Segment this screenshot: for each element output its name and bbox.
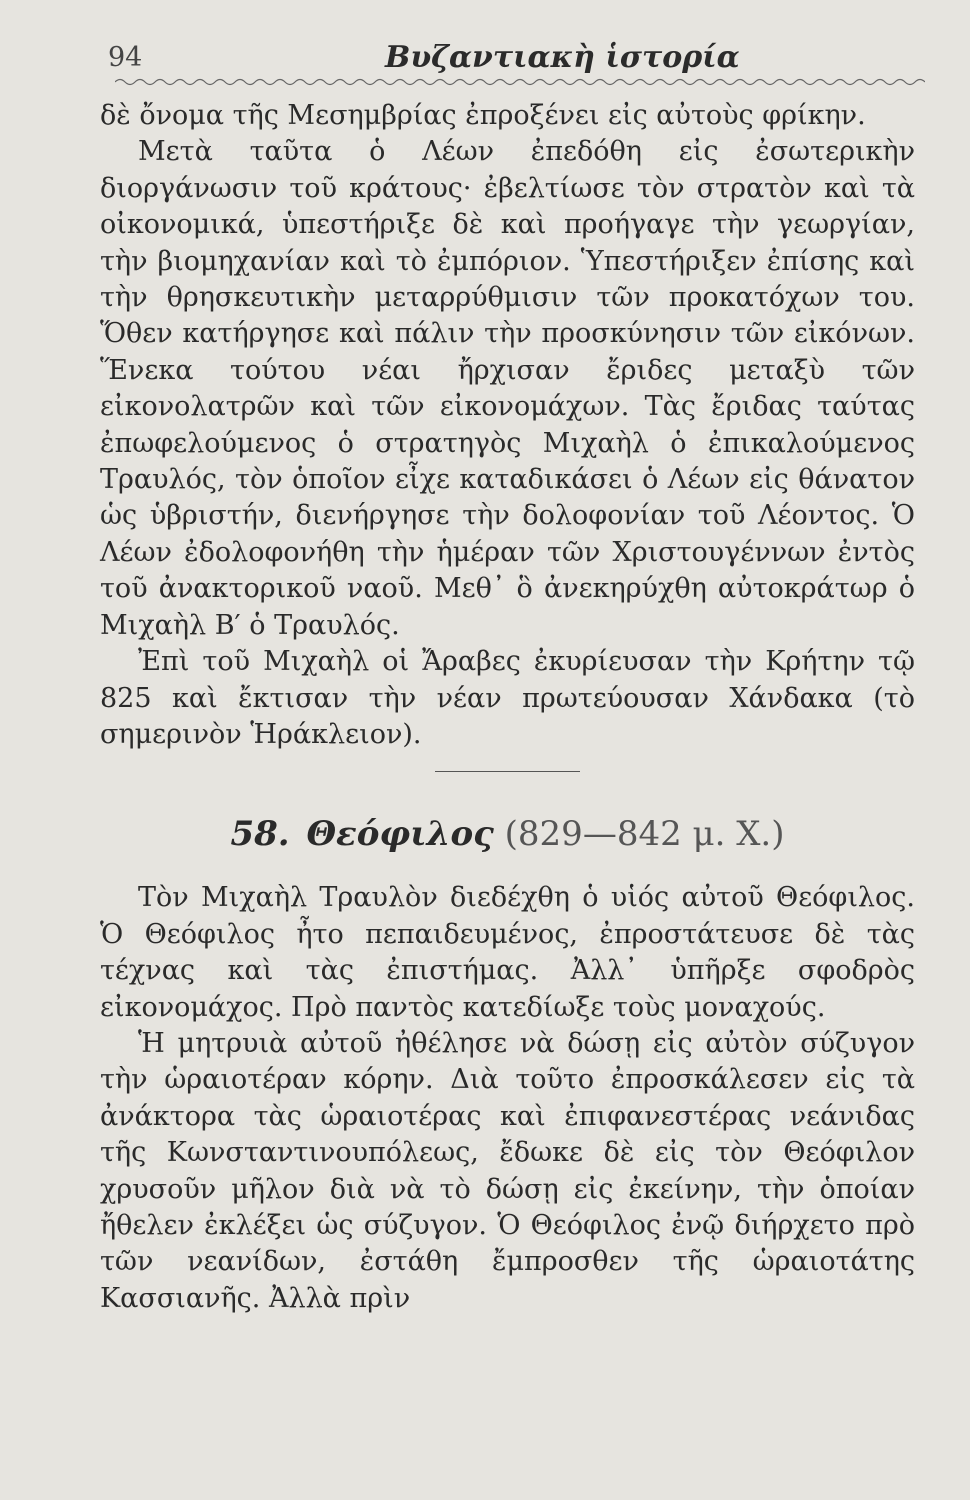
section-dates: (829—842 μ. Χ.) [504, 814, 785, 855]
paragraph-3: Ἐπὶ τοῦ Μιχαὴλ οἱ Ἄραβες ἐκυρίευσαν τὴν Κρήτην τῷ 825 καὶ ἔκτισαν τὴν νέαν πρωτεύουσαν Χάνδακα (τὸ σημερινὸν Ἡράκλειον). [100, 646, 915, 750]
paragraph-1: δὲ ὄνομα τῆς Μεσημβρίας ἐπροξένει εἰς αὐτοὺς φρίκην. [100, 100, 866, 131]
paragraph-2: Μετὰ ταῦτα ὁ Λέων ἐπεδόθη εἰς ἐσωτερικὴν διοργάνωσιν τοῦ κράτους· ἐβελτίωσε τὸν στρατὸν καὶ τὰ οἰκονομικά, ὑπεστήριξε δὲ καὶ προήγαγε τὴν γεωργίαν, τὴν βιομηχανίαν καὶ τὸ ἐμπόριον. Ὑπεστήριξεν ἐπίσης καὶ τὴν θρησκευτικὴν μεταρρύθμισιν τῶν προκατόχων του. Ὅθεν κατήργησε καὶ πάλιν τὴν προσκύνησιν τῶν εἰκόνων. Ἕνεκα τούτου νέαι ἤρχισαν ἔριδες μεταξὺ τῶν εἰκονολατρῶν καὶ τῶν εἰκονομάχων. Τὰς ἔριδας ταύτας ἐπωφελούμενος ὁ στρατηγὸς Μιχαὴλ ὁ ἐπικαλούμενος Τραυλός, τὸν ὁποῖον εἶχε καταδικάσει ὁ Λέων εἰς θάνατον ὡς ὑβριστήν, διενήργησε τὴν δολοφονίαν τοῦ Λέοντος. Ὁ Λέων ἐδολοφονήθη τὴν ἡμέραν τῶν Χριστουγέννων ἐντὸς τοῦ ἀνακτορικοῦ ναοῦ. Μεθ᾿ ὃ ἀνεκηρύχθη αὐτοκράτωρ ὁ Μιχαὴλ Β′ ὁ Τραυλός. [100, 136, 915, 641]
running-title: Βυζαντιακὴ ἱστορία [385, 40, 740, 75]
section-name: Θεόφιλος [306, 814, 494, 855]
page-header [0, 28, 970, 88]
section-number: 58. [230, 814, 290, 855]
page-number: 94 [108, 42, 143, 73]
paragraph-5: Ἡ μητρυιὰ αὐτοῦ ἠθέλησε νὰ δώσῃ εἰς αὐτὸν σύζυγον τὴν ὡραιοτέραν κόρην. Διὰ τοῦτο ἐπροσκάλεσεν εἰς τὰ ἀνάκτορα τὰς ὡραιοτέρας καὶ ἐπιφανεστέρας νεάνιδας τῆς Κωνσταντινουπόλεως, ἔδωκε δὲ εἰς τὸν Θεόφιλον χρυσοῦν μῆλον διὰ νὰ τὸ δώσῃ εἰς ἐκείνην, τὴν ὁποίαν ἤθελεν ἐκλέξει ὡς σύζυγον. Ὁ Θεόφιλος ἐνῷ διήρχετο πρὸ τῶν νεανίδων, ἐστάθη ἔμπροσθεν τῆς ὡραιοτάτης Κασσιανῆς. Ἀλλὰ πρὶν [100, 1027, 915, 1314]
section-separator-rule [435, 771, 580, 772]
header-wavy-rule [115, 76, 925, 88]
page-body [100, 98, 915, 1317]
paragraph-4: Τὸν Μιχαὴλ Τραυλὸν διεδέχθη ὁ υἱός αὐτοῦ Θεόφιλος. Ὁ Θεόφιλος ἦτο πεπαιδευμένος, ἐπροστάτευσε δὲ τὰς τέχνας καὶ τὰς ἐπιστήμας. Ἀλλ᾿ ὑπῆρξε σφοδρὸς εἰκονομάχος. Πρὸ παντὸς κατεδίωξε τοὺς μοναχούς. [100, 882, 915, 1023]
section-heading [100, 814, 915, 854]
